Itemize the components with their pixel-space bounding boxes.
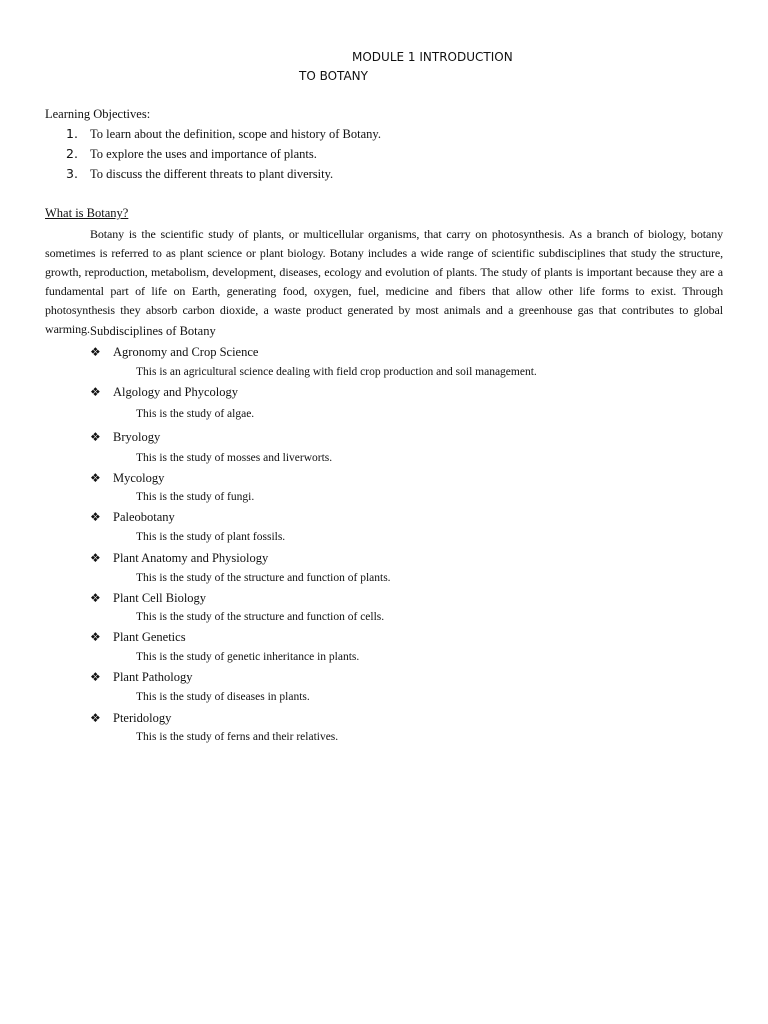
diamond-bullet-icon: ❖ xyxy=(90,591,101,605)
diamond-bullet-icon: ❖ xyxy=(90,670,101,684)
objective-number: 2. xyxy=(66,146,78,161)
subdiscipline-name: Agronomy and Crop Science xyxy=(113,345,259,359)
diamond-bullet-icon: ❖ xyxy=(90,345,101,359)
subdiscipline-name: Paleobotany xyxy=(113,510,175,524)
diamond-bullet-icon: ❖ xyxy=(90,430,101,444)
diamond-bullet-icon: ❖ xyxy=(90,711,101,725)
diamond-bullet-icon: ❖ xyxy=(90,471,101,485)
objective-number: 3. xyxy=(66,166,78,181)
subdiscipline-description: This is the study of diseases in plants. xyxy=(136,691,310,703)
diamond-bullet-icon: ❖ xyxy=(90,630,101,644)
subdisciplines-heading: Subdisciplines of Botany xyxy=(90,324,216,338)
module-title-line-1: MODULE 1 INTRODUCTION xyxy=(352,50,513,64)
subdiscipline-description: This is the study of ferns and their relatives. xyxy=(136,731,339,743)
botany-definition-paragraph: Botany is the scientific study of plants, or multicellular organisms, that carry on photosynthesis. As a branch of biology, botany sometimes is referred to as plant science or plant biology. Botany includes a wide range of scientific subdisciplines that study the structure, growth, reproduction, metabolism, development, diseases, ecology and evolution of plants. The study of plants is important because they are a fundamental part of life on Earth, generating food, oxygen, fuel, medicine and fibers that allow other life forms to exist. Through photosynthesis they absorb carbon dioxide, a waste product generated by most animals and a greenhouse gas that contributes to global warming. xyxy=(45,227,723,336)
subdiscipline-description: This is the study of fungi. xyxy=(136,491,255,503)
subdiscipline-description: This is the study of the structure and function of plants. xyxy=(136,572,391,584)
subdiscipline-name: Mycology xyxy=(113,471,165,485)
subdiscipline-description: This is the study of genetic inheritance in plants. xyxy=(136,651,360,663)
subdiscipline-name: Plant Cell Biology xyxy=(113,591,207,605)
diamond-bullet-icon: ❖ xyxy=(90,385,101,399)
subdiscipline-name: Bryology xyxy=(113,430,161,444)
objective-number: 1. xyxy=(66,126,78,141)
subdiscipline-name: Plant Anatomy and Physiology xyxy=(113,551,269,565)
diamond-bullet-icon: ❖ xyxy=(90,551,101,565)
subdiscipline-description: This is the study of plant fossils. xyxy=(136,531,286,543)
what-is-botany-heading: What is Botany? xyxy=(45,206,129,220)
subdiscipline-description: This is the study of the structure and function of cells. xyxy=(136,611,385,623)
subdiscipline-description: This is an agricultural science dealing with field crop production and soil management. xyxy=(136,366,537,378)
learning-objectives-heading: Learning Objectives: xyxy=(45,107,151,121)
objective-text: To discuss the different threats to plant diversity. xyxy=(90,167,334,181)
objective-text: To explore the uses and importance of plants. xyxy=(90,147,317,161)
objective-text: To learn about the definition, scope and history of Botany. xyxy=(90,127,381,141)
subdiscipline-name: Plant Genetics xyxy=(113,630,186,644)
module-title-line-2: TO BOTANY xyxy=(299,69,368,83)
subdiscipline-name: Pteridology xyxy=(113,711,172,725)
subdiscipline-name: Algology and Phycology xyxy=(113,385,238,399)
subdiscipline-name: Plant Pathology xyxy=(113,670,193,684)
diamond-bullet-icon: ❖ xyxy=(90,510,101,524)
subdiscipline-description: This is the study of algae. xyxy=(136,408,255,420)
subdiscipline-description: This is the study of mosses and liverworts. xyxy=(136,452,333,464)
